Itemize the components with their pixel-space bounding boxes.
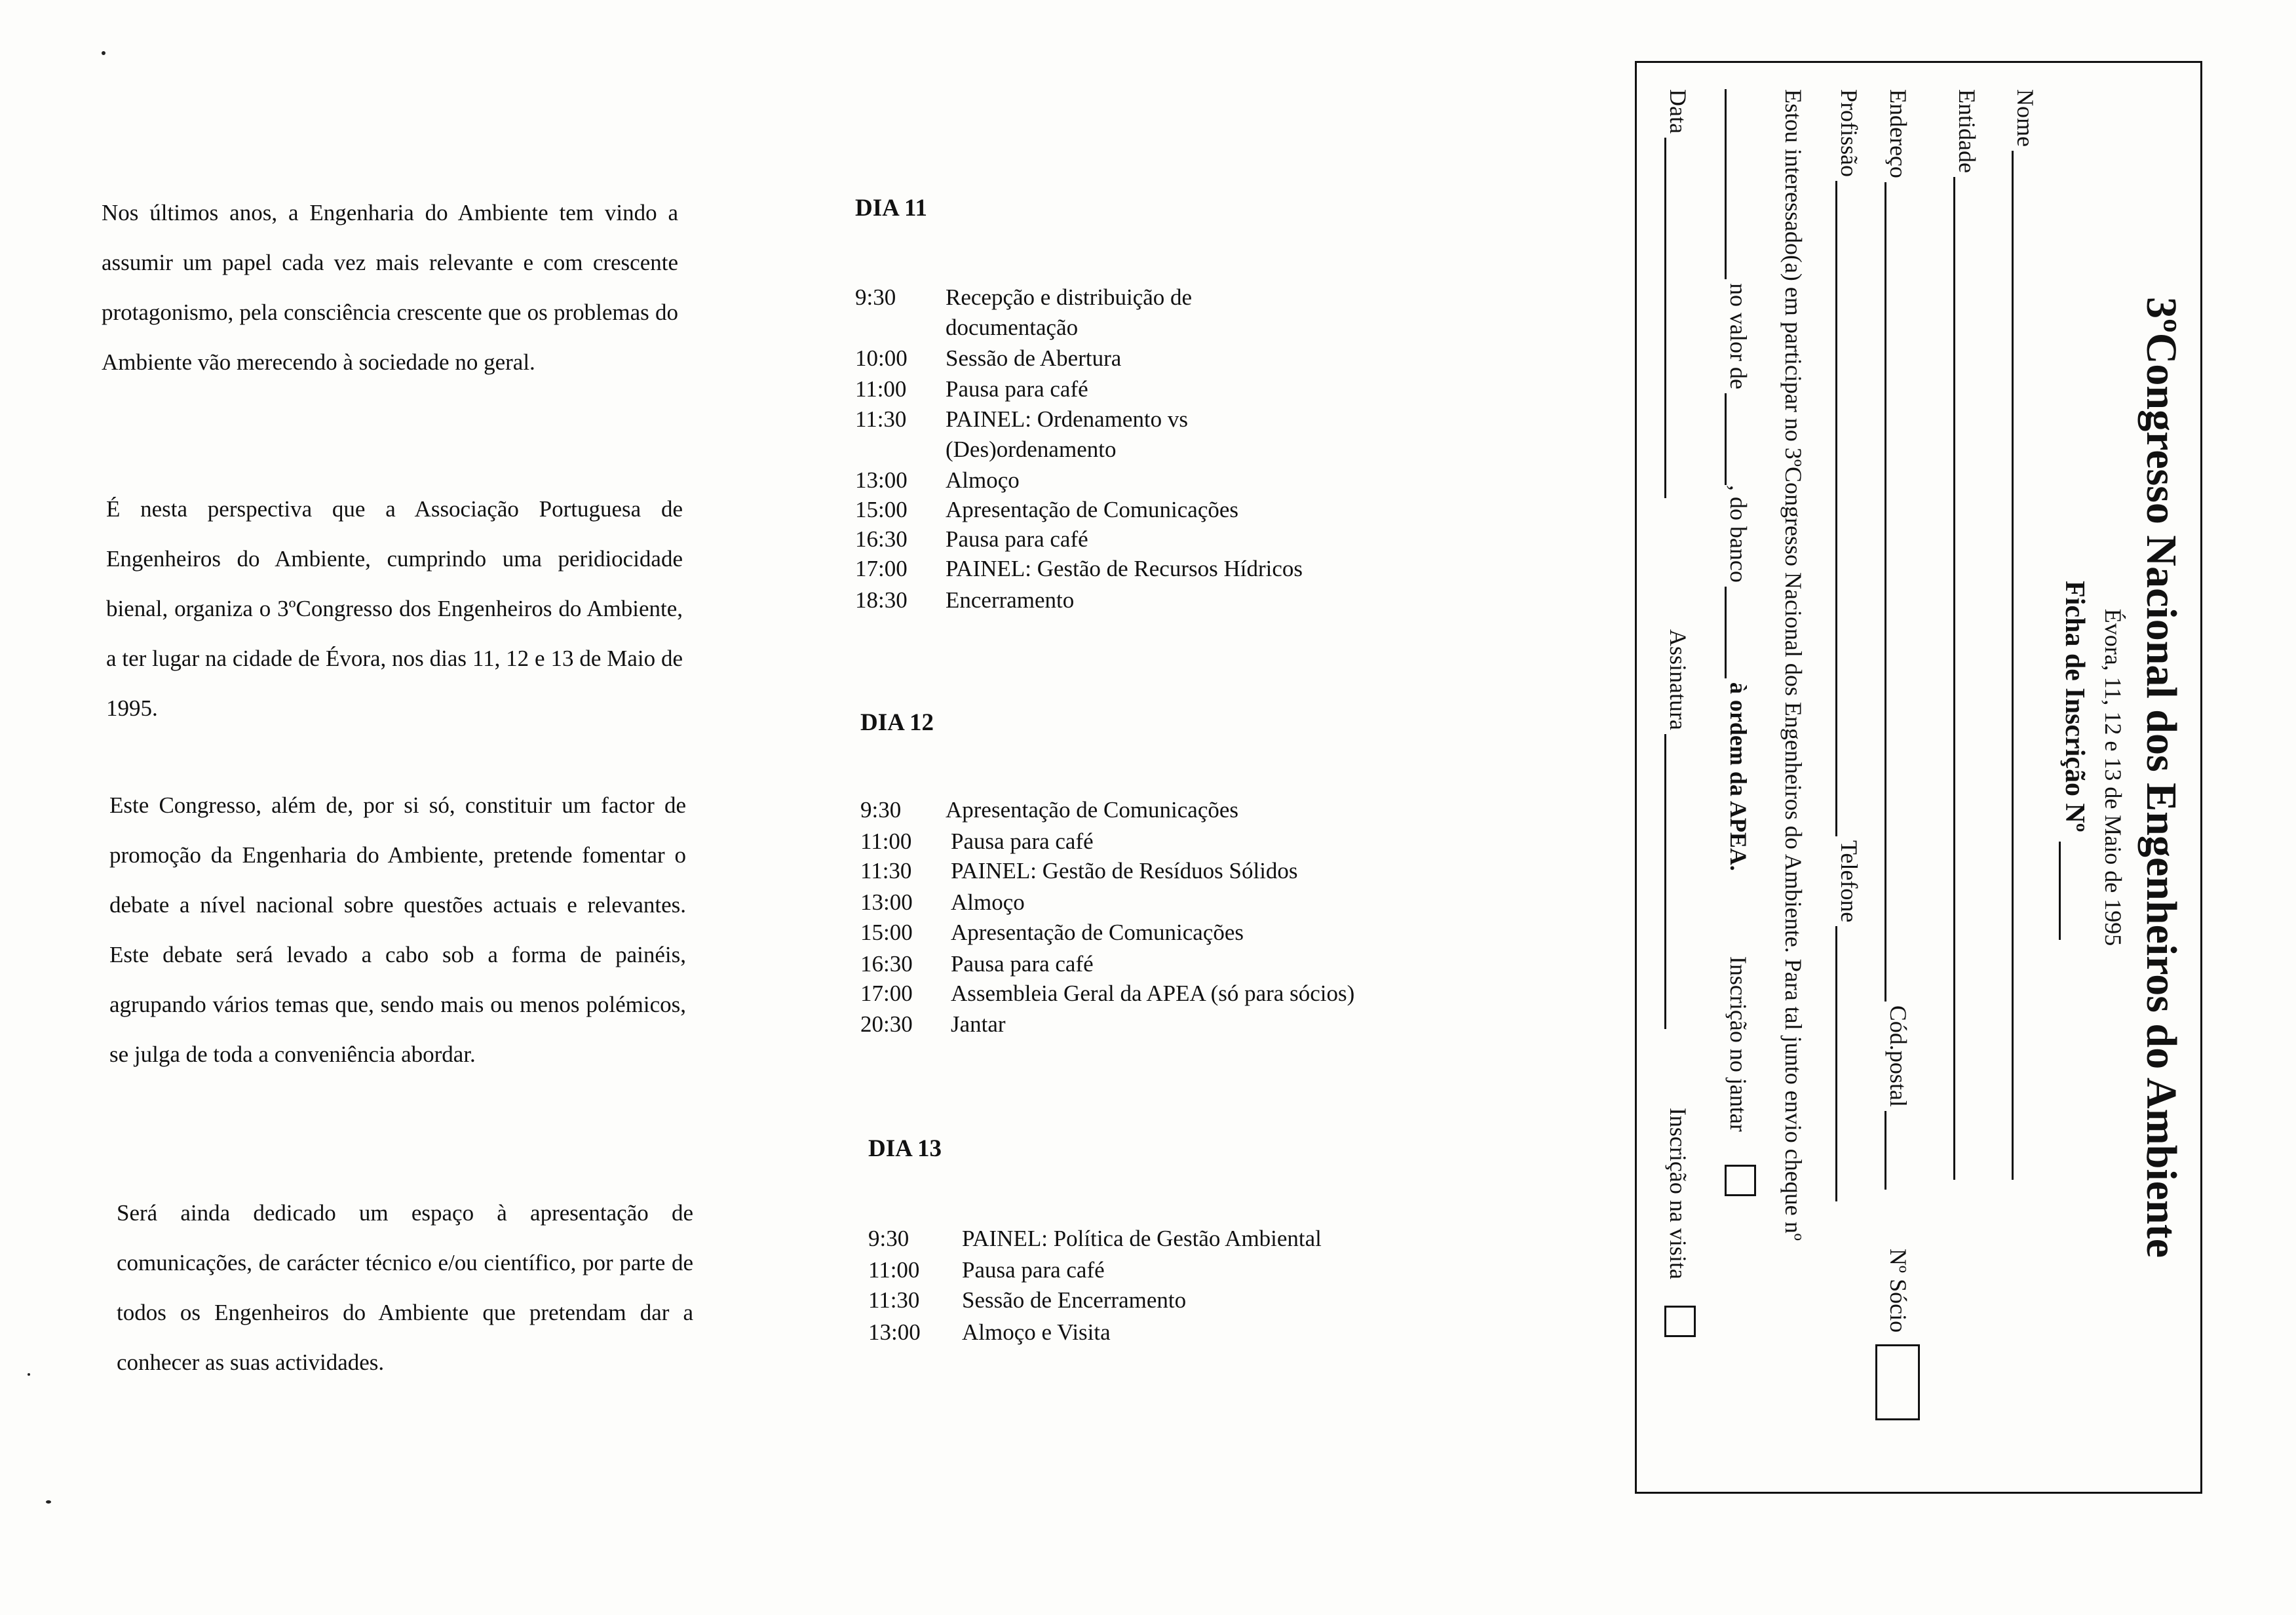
schedule-time: 13:00 <box>868 1319 921 1345</box>
ficha-row <box>2059 581 2090 940</box>
schedule-time: 10:00 <box>855 345 908 371</box>
schedule-desc: Pausa para café <box>951 951 1094 977</box>
schedule-time: 11:30 <box>860 858 912 884</box>
profissao-field[interactable] <box>1835 181 1862 836</box>
banco-label: , do banco <box>1725 484 1751 583</box>
data-label: Data <box>1665 89 1691 134</box>
socio-number-box[interactable] <box>1875 1344 1920 1420</box>
schedule-desc: Encerramento <box>946 587 1075 613</box>
schedule-desc: PAINEL: Ordenamento vs (Des)ordenamento <box>946 406 1189 462</box>
schedule-row <box>855 404 1273 465</box>
valor-field[interactable] <box>1725 393 1751 485</box>
payment-row <box>1725 89 1756 1196</box>
interest-text: Estou interessado(a) em participar no 3ºCongresso Nacional dos Engenheiros do Ambiente. Para tal junto envio cheque nº <box>1780 89 1807 1241</box>
schedule-desc: Sessão de Abertura <box>946 345 1122 371</box>
congress-title: 3ºCongresso Nacional dos Engenheiros do Ambiente <box>2137 296 2185 1258</box>
jantar-label: Inscrição no jantar <box>1725 956 1751 1132</box>
schedule-desc: PAINEL: Gestão de Resíduos Sólidos <box>951 858 1298 884</box>
banco-field[interactable] <box>1725 587 1751 678</box>
schedule-time: 16:30 <box>855 526 908 552</box>
schedule-time: 16:30 <box>860 951 913 977</box>
schedule-row <box>860 795 1238 825</box>
schedule-time: 13:00 <box>860 889 913 915</box>
cod-postal-label: Cód.postal <box>1885 1005 1911 1107</box>
schedule-time: 11:00 <box>860 828 912 854</box>
schedule-row <box>860 827 1094 857</box>
schedule-desc: Pausa para café <box>946 376 1088 402</box>
visita-label: Inscrição na visita <box>1665 1107 1691 1279</box>
schedule-row <box>855 374 1088 404</box>
schedule-time: 11:00 <box>868 1257 920 1283</box>
schedule-row <box>860 918 1244 948</box>
profissao-label: Profissão <box>1836 89 1862 177</box>
schedule-row <box>855 465 1020 496</box>
cod-postal-field[interactable] <box>1885 1111 1911 1190</box>
schedule-desc: Assembleia Geral da APEA (só para sócios) <box>951 981 1355 1006</box>
schedule-row <box>855 495 1238 525</box>
schedule-desc: Pausa para café <box>962 1257 1105 1283</box>
nome-row <box>2012 89 2039 1180</box>
scan-speck <box>28 1373 30 1376</box>
schedule-row <box>868 1224 1322 1254</box>
signature-row <box>1664 89 1696 1337</box>
telefone-label: Telefone <box>1836 840 1862 923</box>
telefone-field[interactable] <box>1835 926 1862 1201</box>
profissao-row <box>1835 89 1863 1201</box>
intro-paragraph-2: É nesta perspectiva que a Associação Portuguesa de Engenheiros do Ambiente, cumprindo uma peridiocidade bienal, organiza o 3ºCongresso dos Engenheiros do Ambiente, a ter lugar na cidade de Évora, nos dias 11, 12 e 13 de Maio de 1995. <box>106 496 683 721</box>
schedule-row <box>855 585 1074 615</box>
schedule-time: 15:00 <box>855 497 908 522</box>
registration-form <box>1635 61 2202 1494</box>
socio-label: Nº Sócio <box>1885 1248 1911 1333</box>
schedule-time: 9:30 <box>860 797 902 823</box>
schedule-row <box>860 887 1025 918</box>
schedule-desc: Jantar <box>951 1011 1006 1037</box>
entidade-label: Entidade <box>1954 89 1980 173</box>
entidade-row <box>1953 89 1981 1180</box>
schedule-desc: Almoço <box>951 889 1025 915</box>
schedule-time: 9:30 <box>855 284 896 310</box>
day-13-title: DIA 13 <box>868 1135 942 1162</box>
visita-checkbox[interactable] <box>1664 1306 1696 1337</box>
ficha-label: Ficha de Inscrição Nº <box>2059 581 2090 832</box>
schedule-desc: Apresentação de Comunicações <box>946 797 1239 823</box>
schedule-row <box>860 949 1094 979</box>
intro-paragraph-1: Nos últimos anos, a Engenharia do Ambiente tem vindo a assumir um papel cada vez mais relevante e com crescente protagonismo, pela consciência crescente que os problemas do Ambiente vão merecendo à sociedade no geral. <box>102 200 678 375</box>
schedule-time: 11:30 <box>855 406 907 432</box>
schedule-time: 11:30 <box>868 1287 920 1313</box>
intro-paragraph-4: Será ainda dedicado um espaço à apresentação de comunicações, de carácter técnico e/ou científico, por parte de todos os Engenheiros do Ambiente que pretendam dar a conhecer as suas actividades. <box>117 1200 693 1375</box>
schedule-desc: Apresentação de Comunicações <box>951 920 1244 945</box>
day-11-title: DIA 11 <box>855 195 928 222</box>
schedule-time: 17:00 <box>860 981 913 1006</box>
nome-label: Nome <box>2012 89 2038 147</box>
schedule-row <box>855 554 1303 584</box>
interest-row <box>1780 89 1807 1241</box>
schedule-time: 15:00 <box>860 920 913 945</box>
schedule-desc: PAINEL: Política de Gestão Ambiental <box>962 1226 1322 1251</box>
schedule-row <box>868 1285 1186 1315</box>
jantar-checkbox[interactable] <box>1725 1165 1756 1196</box>
valor-label: no valor de <box>1725 283 1751 389</box>
schedule-desc: Almoço e Visita <box>962 1319 1111 1345</box>
entidade-field[interactable] <box>1953 177 1980 1180</box>
ficha-number-field[interactable] <box>2059 842 2086 940</box>
schedule-time: 13:00 <box>855 467 908 493</box>
schedule-desc: Almoço <box>946 467 1020 493</box>
scan-speck <box>46 1500 51 1504</box>
assinatura-field[interactable] <box>1664 734 1691 1029</box>
schedule-desc: Pausa para café <box>946 526 1088 552</box>
endereco-row <box>1885 89 1920 1420</box>
schedule-desc: Recepção e distribuição de documentação <box>946 284 1193 340</box>
schedule-time: 17:00 <box>855 556 908 581</box>
endereco-field[interactable] <box>1885 182 1911 1002</box>
schedule-desc: Apresentação de Comunicações <box>946 497 1239 522</box>
data-field[interactable] <box>1664 138 1691 498</box>
schedule-row <box>855 524 1088 555</box>
cheque-number-field[interactable] <box>1725 89 1751 279</box>
schedule-desc: Pausa para café <box>951 828 1094 854</box>
schedule-row <box>868 1317 1111 1348</box>
nome-field[interactable] <box>2012 151 2038 1180</box>
day-12-title: DIA 12 <box>860 709 934 736</box>
schedule-row <box>860 1009 1006 1040</box>
schedule-row <box>860 979 1354 1009</box>
schedule-time: 11:00 <box>855 376 907 402</box>
intro-paragraph-3: Este Congresso, além de, por si só, constituir um factor de promoção da Engenharia do Ambiente, pretende fomentar o debate a nível nacional sobre questões actuais e relevantes. Este debate será levado a cabo sob a forma de painéis, agrupando vários temas que, sendo mais ou menos polémicos, se julga de toda a conveniência abordar. <box>109 792 686 1067</box>
ordem-label: à ordem da APEA. <box>1725 682 1751 871</box>
scan-speck <box>102 51 105 55</box>
congress-dates: Évora, 11, 12 e 13 de Maio de 1995 <box>2100 608 2126 946</box>
schedule-time: 18:30 <box>855 587 908 613</box>
schedule-desc: Sessão de Encerramento <box>962 1287 1187 1313</box>
schedule-row <box>868 1255 1105 1285</box>
schedule-row <box>860 856 1298 886</box>
assinatura-label: Assinatura <box>1665 629 1691 730</box>
schedule-row <box>855 282 1273 343</box>
registration-form-content <box>1637 63 2200 1492</box>
schedule-row <box>855 343 1121 374</box>
schedule-desc: PAINEL: Gestão de Recursos Hídricos <box>946 556 1303 581</box>
endereco-label: Endereço <box>1885 89 1911 178</box>
schedule-time: 9:30 <box>868 1226 909 1251</box>
schedule-time: 20:30 <box>860 1011 913 1037</box>
